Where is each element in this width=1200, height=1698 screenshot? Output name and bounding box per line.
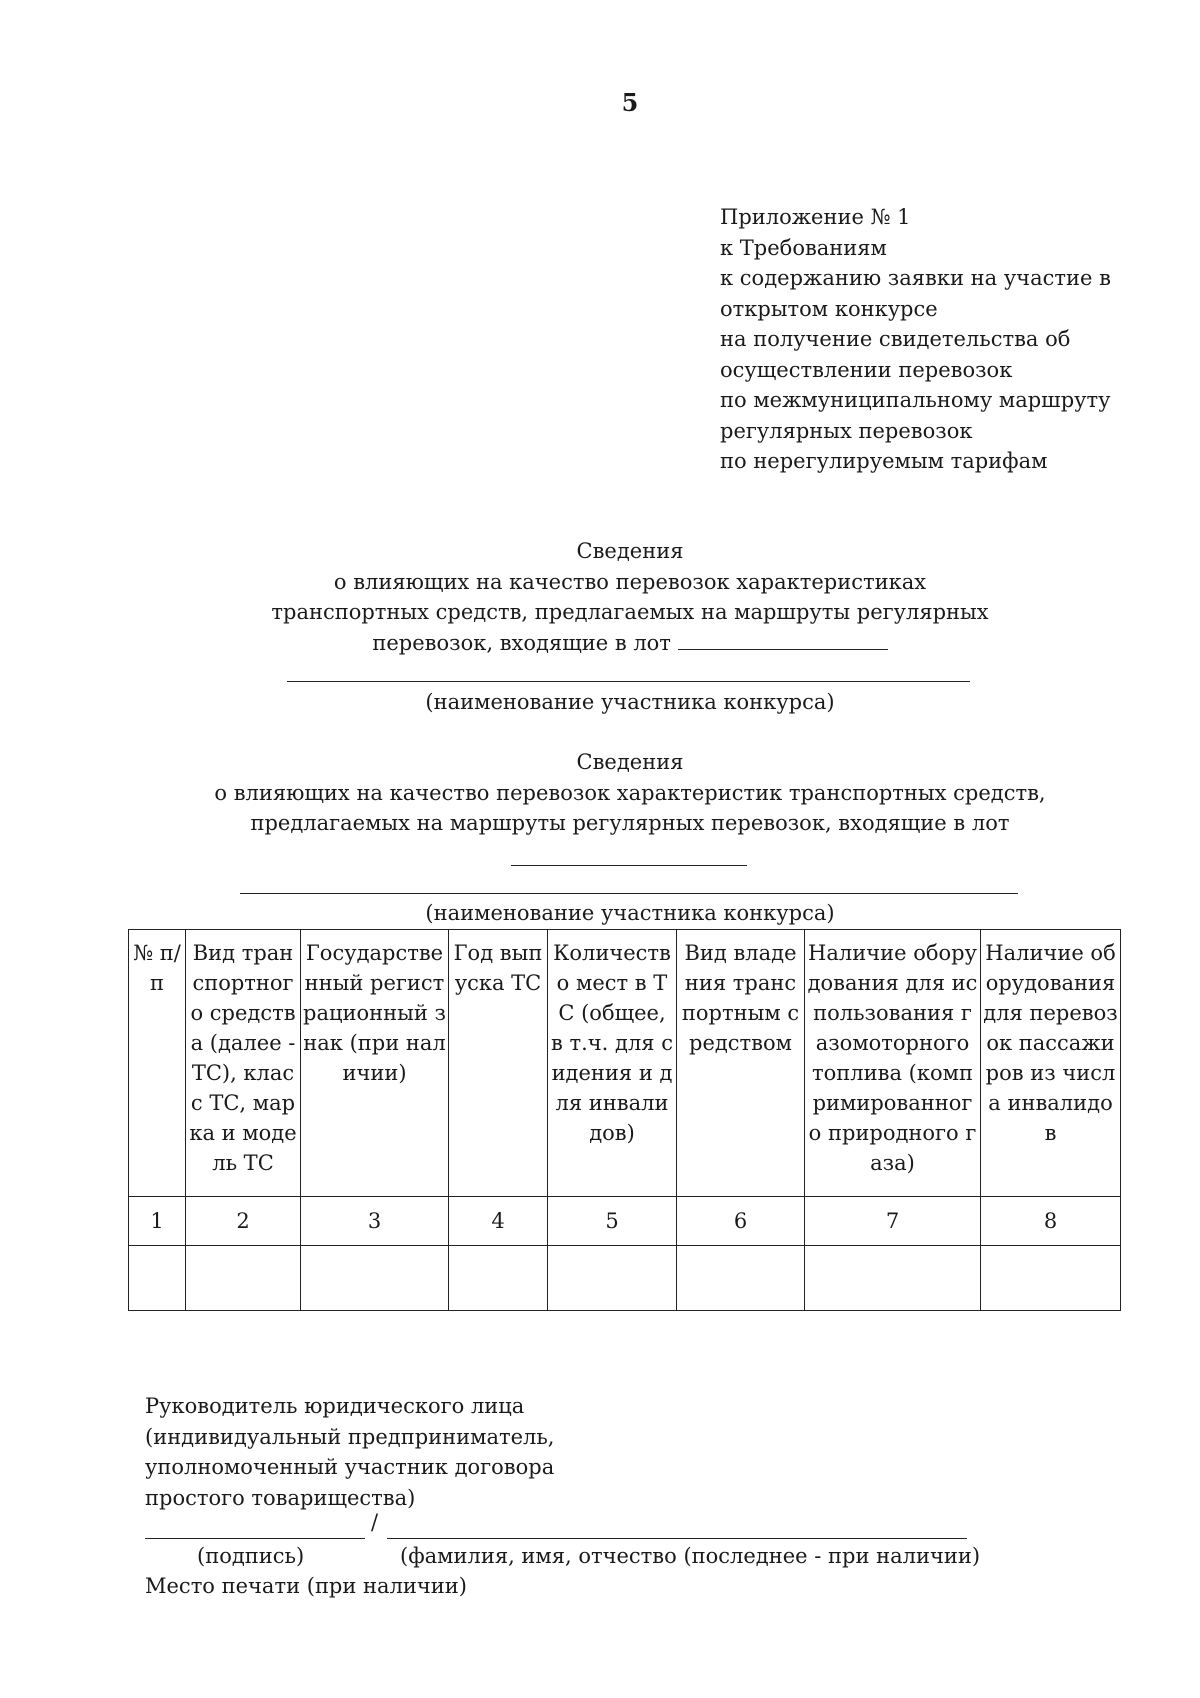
- column-number: 3: [301, 1197, 449, 1246]
- signature-block: [145, 1391, 554, 1513]
- seal-note: Место печати (при наличии): [145, 1574, 467, 1598]
- appendix-line: регулярных перевозок: [720, 418, 973, 443]
- appendix-line: на получение свидетельства об: [720, 327, 1071, 351]
- table-header-row: [129, 930, 1121, 1197]
- column-header: Государственный регистрационный знак (при наличии): [301, 930, 449, 1197]
- block-line: о влияющих на качество перевозок характеристик транспортных средств,: [214, 780, 1046, 805]
- vehicle-table: [128, 929, 1121, 1311]
- block-line: транспортных средств, предлагаемых на маршруты регулярных: [271, 600, 989, 624]
- caption-text: (наименование участника конкурса): [425, 901, 835, 925]
- info-block-2: [0, 747, 1200, 839]
- column-number: 8: [981, 1197, 1121, 1246]
- column-number: 7: [805, 1197, 981, 1246]
- block-line: предлагаемых на маршруты регулярных перевозок, входящие в лот: [250, 811, 1010, 835]
- column-header: Вид владения транспортным средством: [677, 930, 805, 1197]
- participant-caption: [0, 898, 1200, 929]
- column-header: Наличие оборудования для перевозок пассажиров из числа инвалидов: [981, 930, 1121, 1197]
- column-number: 5: [548, 1197, 677, 1246]
- column-header: Количество мест в ТС (общее, в т.ч. для сидения и для инвалидов): [548, 930, 677, 1197]
- appendix-line: осуществлении перевозок: [720, 357, 1013, 382]
- signature-line: простого товарищества): [145, 1485, 416, 1510]
- signature-line: (индивидуальный предприниматель,: [145, 1424, 555, 1449]
- column-number: 4: [449, 1197, 548, 1246]
- block-line: [0, 628, 1200, 659]
- table-cell[interactable]: [981, 1246, 1121, 1311]
- table-cell[interactable]: [449, 1246, 548, 1311]
- block-line-text: перевозок, входящие в лот: [372, 630, 671, 655]
- column-header: Год выпуска ТС: [449, 930, 548, 1197]
- participant-name-field[interactable]: [287, 681, 970, 682]
- appendix-line: по межмуниципальному маршруту: [720, 388, 1111, 412]
- table-cell[interactable]: [129, 1246, 186, 1311]
- appendix-line: к Требованиям: [720, 235, 887, 260]
- table-cell[interactable]: [548, 1246, 677, 1311]
- table-row: [129, 1246, 1121, 1311]
- column-header: Наличие оборудования для использования газомоторного топлива (компримированного природного газа): [805, 930, 981, 1197]
- info-block-1: [0, 536, 1200, 658]
- appendix-header: [720, 202, 1111, 477]
- lot-number-field[interactable]: [511, 865, 747, 866]
- full-name-caption: (фамилия, имя, отчество (последнее - при наличии): [400, 1544, 981, 1568]
- page-number: 5: [621, 88, 639, 117]
- signature-caption: (подпись): [197, 1544, 305, 1568]
- table-cell[interactable]: [677, 1246, 805, 1311]
- table-number-row: [129, 1197, 1121, 1246]
- block-title: Сведения: [576, 750, 684, 774]
- table-cell[interactable]: [186, 1246, 301, 1311]
- column-number: 6: [677, 1197, 805, 1246]
- participant-name-field[interactable]: [240, 893, 1018, 894]
- signature-line: уполномоченный участник договора: [145, 1455, 555, 1479]
- appendix-line: открытом конкурсе: [720, 296, 938, 321]
- block-line: о влияющих на качество перевозок характеристиках: [333, 569, 927, 594]
- table-cell[interactable]: [805, 1246, 981, 1311]
- column-number: 2: [186, 1197, 301, 1246]
- column-header: Вид транспортного средства (далее - ТС), класс ТС, марка и модель ТС: [186, 930, 301, 1197]
- column-header: № п/п: [129, 930, 186, 1197]
- column-number: 1: [129, 1197, 186, 1246]
- separator: /: [371, 1510, 379, 1534]
- lot-number-field[interactable]: [678, 629, 888, 650]
- appendix-line: по нерегулируемым тарифам: [720, 449, 1048, 473]
- table-cell[interactable]: [301, 1246, 449, 1311]
- appendix-line: к содержанию заявки на участие в: [720, 266, 1111, 290]
- signature-line: Руководитель юридического лица: [145, 1394, 525, 1418]
- participant-caption: [0, 687, 1200, 718]
- block-title: Сведения: [576, 539, 684, 563]
- appendix-line: Приложение № 1: [720, 205, 911, 229]
- full-name-field[interactable]: [387, 1538, 967, 1539]
- signature-field[interactable]: [145, 1538, 365, 1539]
- caption-text: (наименование участника конкурса): [425, 690, 835, 714]
